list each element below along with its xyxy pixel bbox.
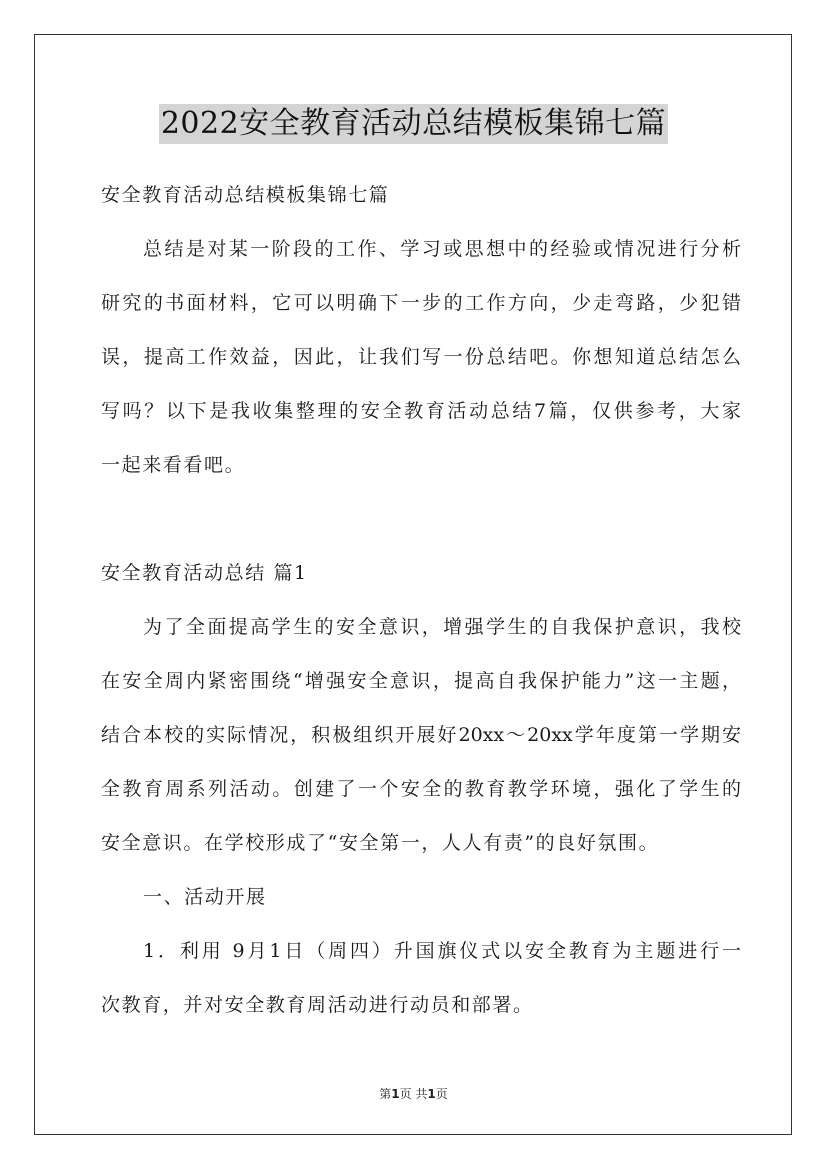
footer-mid: 页 共 <box>399 1087 428 1101</box>
footer-prefix: 第 <box>379 1087 392 1101</box>
section-1-heading: 安全教育活动总结 篇1 <box>101 562 308 584</box>
section-1-line-4: 全教育周系列活动。创建了一个安全的教育教学环境，强化了学生的 <box>101 778 741 800</box>
item-1-line-1: 1．利用 9月1日（周四）升国旗仪式以安全教育为主题进行一 <box>143 940 741 962</box>
section-1-line-2: 在安全周内紧密围绕“增强安全意识，提高自我保护能力”这一主题， <box>101 670 741 692</box>
item-1-line-2: 次教育，并对安全教育周活动进行动员和部署。 <box>101 994 534 1016</box>
page-footer <box>0 1086 827 1102</box>
document-title <box>0 102 827 144</box>
intro-line-4: 写吗？以下是我收集整理的安全教育活动总结7篇，仅供参考，大家 <box>101 400 741 422</box>
intro-line-2: 研究的书面材料，它可以明确下一步的工作方向，少走弯路，少犯错 <box>101 292 741 314</box>
document-title-text: 2022安全教育活动总结模板集锦七篇 <box>159 104 668 144</box>
footer-suffix: 页 <box>435 1087 448 1101</box>
intro-line-1: 总结是对某一阶段的工作、学习或思想中的经验或情况进行分析 <box>143 238 741 260</box>
document-subtitle: 安全教育活动总结模板集锦七篇 <box>101 184 390 206</box>
footer-total-pages: 1 <box>427 1087 436 1101</box>
footer-page-number: 1 <box>391 1087 400 1101</box>
intro-line-5: 一起来看看吧。 <box>101 454 246 476</box>
section-1-line-1: 为了全面提高学生的安全意识，增强学生的自我保护意识，我校 <box>143 616 741 638</box>
section-1-line-5: 安全意识。在学校形成了“安全第一，人人有责”的良好氛围。 <box>101 832 660 854</box>
activity-heading: 一、活动开展 <box>143 886 267 908</box>
section-1-line-3: 结合本校的实际情况，积极组织开展好20xx～20xx学年度第一学期安 <box>101 724 741 746</box>
intro-line-3: 误，提高工作效益，因此，让我们写一份总结吧。你想知道总结怎么 <box>101 346 741 368</box>
